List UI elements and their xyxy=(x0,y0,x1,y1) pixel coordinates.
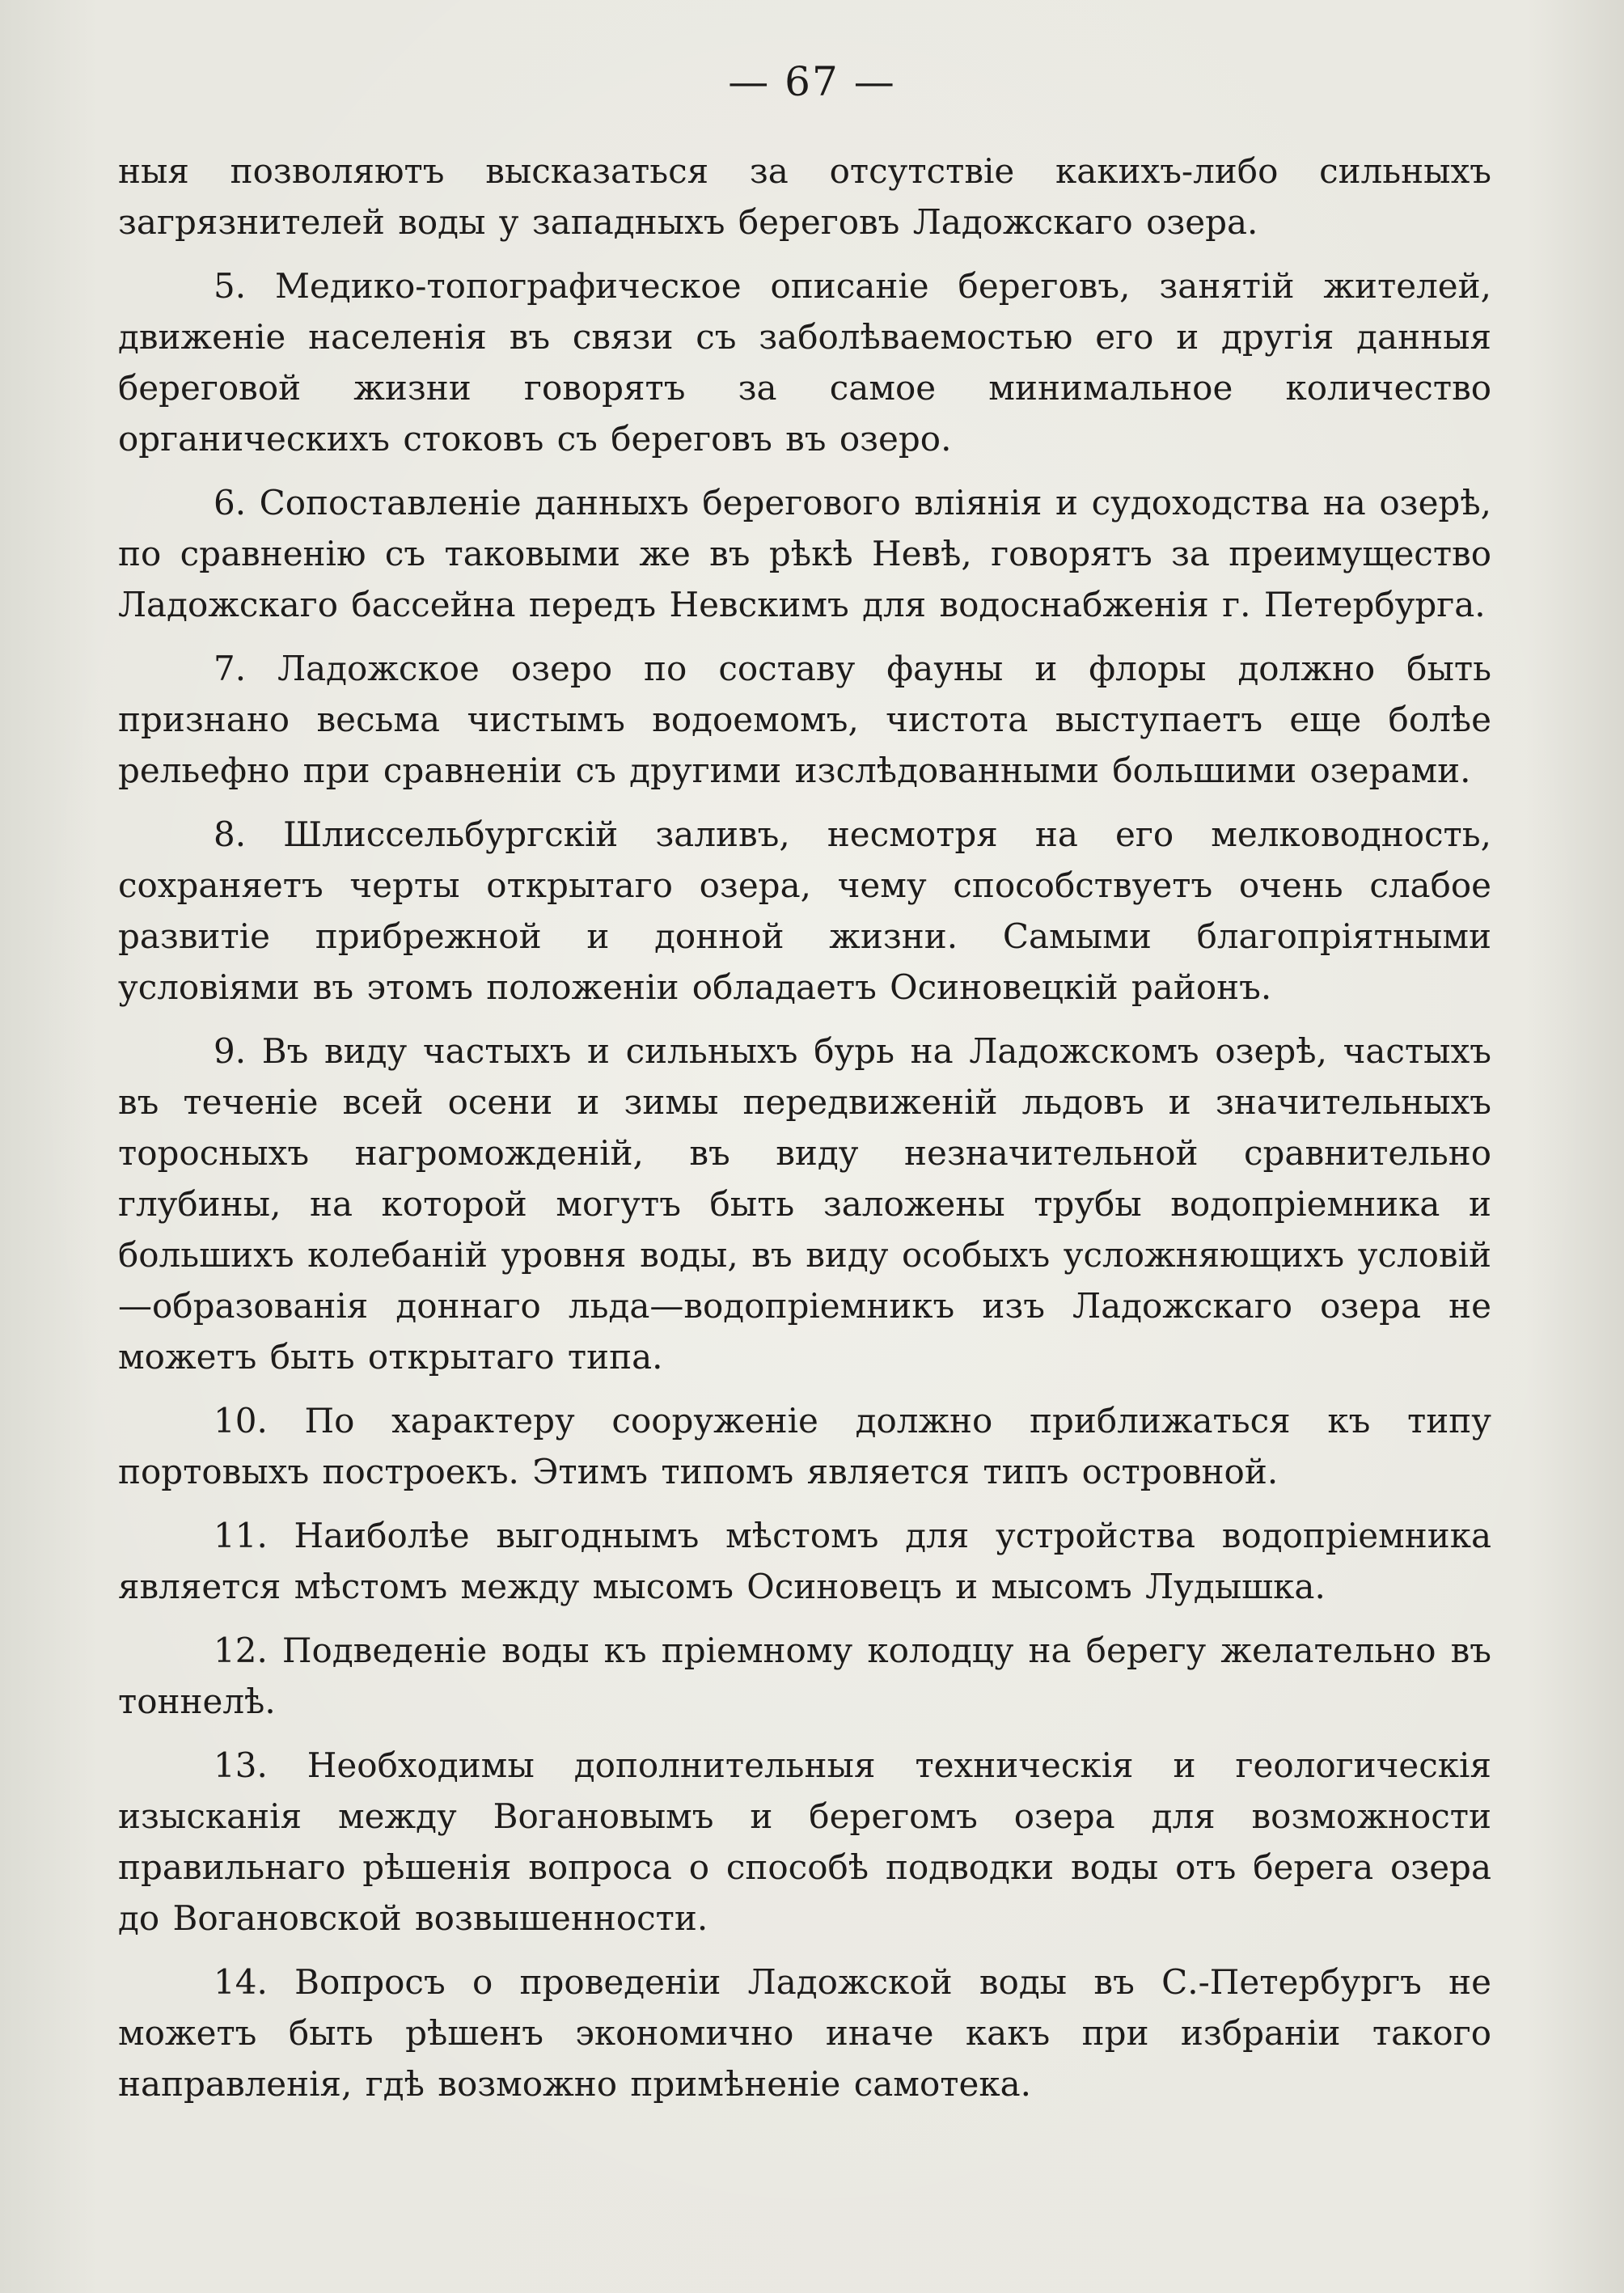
paragraph-item-14: 14. Вопросъ о проведеніи Ладожской воды въ С.-Петербургъ не можетъ быть рѣшенъ экономично иначе какъ при избраніи такого направленія, гдѣ возможно примѣненіе самотека. xyxy=(118,1962,1491,2104)
paragraph-item-8: 8. Шлиссельбургскій заливъ, несмотря на его мелководность, сохраняетъ черты открытаго озера, чему способствуетъ очень слабое развитіе прибрежной и донной жизни. Самыми благопріятными условіями въ этомъ положеніи обладаетъ Осиновецкій районъ. xyxy=(118,814,1491,1007)
paragraph-item-13: 13. Необходимы дополнительныя техническія и геологическія изысканія между Вогановымъ и берегомъ озера для возможности правильнаго рѣшенія вопроса о способѣ подводки воды отъ берега озера до Вогановской возвышенности. xyxy=(118,1745,1491,1938)
paragraph-item-10: 10. По характеру сооруженіе должно приближаться къ типу портовыхъ построекъ. Этимъ типомъ является типъ островной. xyxy=(118,1401,1491,1491)
document-body xyxy=(118,146,1491,2122)
paragraph-continuation: ныя позволяютъ высказаться за отсутствіе какихъ-либо сильныхъ загрязнителей воды у западныхъ береговъ Ладожскаго озера. xyxy=(118,151,1491,242)
paragraph-item-11: 11. Наиболѣе выгоднымъ мѣстомъ для устройства водопріемника является мѣстомъ между мысомъ Осиновецъ и мысомъ Лудышка. xyxy=(118,1516,1491,1606)
paragraph-item-5: 5. Медико-топографическое описаніе береговъ, занятій жителей, движеніе населенія въ связи съ заболѣваемостью его и другія данныя береговой жизни говорятъ за самое минимальное количество органическихъ стоковъ съ береговъ въ озеро. xyxy=(118,266,1491,459)
page-number: — 67 — xyxy=(728,58,896,105)
paragraph-item-7: 7. Ладожское озеро по составу фауны и флоры должно быть признано весьма чистымъ водоемомъ, чистота выступаетъ еще болѣе рельефно при сравненіи съ другими изслѣдованными большими озерами. xyxy=(118,649,1491,790)
paragraph-item-9: 9. Въ виду частыхъ и сильныхъ бурь на Ладожскомъ озерѣ, частыхъ въ теченіе всей осени и зимы передвиженій льдовъ и значительныхъ торосныхъ нагроможденій, въ виду незначительной сравнительно глубины, на которой могутъ быть заложены трубы водопріемника и большихъ колебаній уровня воды, въ виду особыхъ усложняющихъ условій—образованія доннаго льда—водопріемникъ изъ Ладожскаго озера не можетъ быть открытаго типа. xyxy=(118,1031,1491,1377)
paragraph-item-6: 6. Сопоставленіе данныхъ берегового вліянія и судоходства на озерѣ, по сравненію съ таковыми же въ рѣкѣ Невѣ, говорятъ за преимущество Ладожскаго бассейна передъ Невскимъ для водоснабженія г. Петербурга. xyxy=(118,483,1491,624)
paragraph-item-12: 12. Подведеніе воды къ пріемному колодцу на берегу желательно въ тоннелѣ. xyxy=(118,1631,1491,1721)
